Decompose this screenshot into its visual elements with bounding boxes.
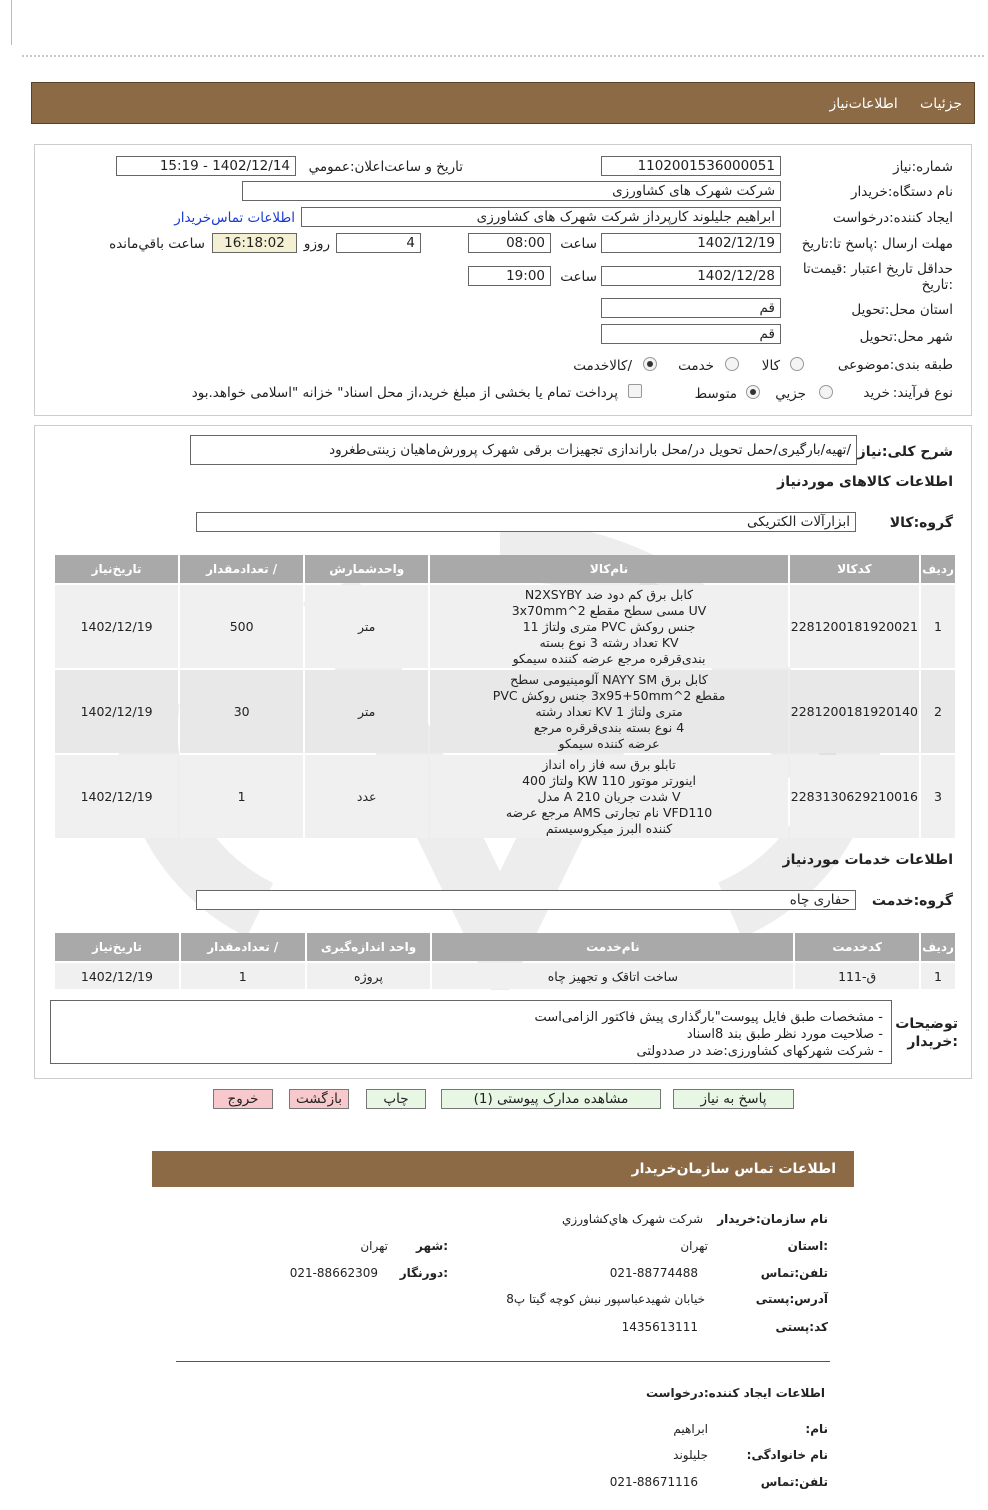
- service-unit: پروژه: [307, 963, 431, 989]
- left-edge-line: [11, 0, 12, 45]
- goods-col-row: ردیف: [921, 555, 955, 583]
- services-col-code: کدخدمت: [795, 933, 919, 961]
- contact-header-bar: [152, 1151, 854, 1187]
- goods-table: [53, 553, 957, 840]
- need-number-label: شماره:نیاز: [893, 159, 953, 175]
- creator-name-label: نام:: [805, 1422, 828, 1436]
- item-date: 1402/12/19: [55, 585, 178, 668]
- goods-col-unit: واحدشمارش: [305, 555, 428, 583]
- item-qty: 1: [180, 755, 303, 838]
- item-date: 1402/12/19: [55, 755, 178, 838]
- price-validity-label-2: :تاریخ: [921, 277, 953, 293]
- process-medium-label: متوسط: [694, 386, 737, 402]
- item-name: کابل برق NAYY SM آلومینیومی سطح مقطع 2^3x95+50mm جنس روکش PVC متری ولتاژ 1 KV تعداد رشته 4 نوع بسته بندی‌قرقره مرجع عرضه کننده سیمکو: [430, 670, 787, 753]
- contact-title: اطلاعات تماس سازمان‌خریدار: [631, 1161, 836, 1177]
- summary-label: شرح کلی:نیاز: [857, 444, 953, 460]
- creator-info-title: اطلاعات ایجاد کننده:درخواست: [645, 1386, 825, 1400]
- contact-postal-value: 1435613111: [621, 1320, 698, 1334]
- services-col-name: نام‌خدمت: [432, 933, 793, 961]
- buyer-contact-link[interactable]: اطلاعات تماس‌خریدار: [174, 210, 295, 226]
- service-code: ق-111: [795, 963, 919, 989]
- item-unit: متر: [305, 670, 428, 753]
- contact-city-value: تهران: [360, 1239, 388, 1253]
- contact-address-label: آدرس:پستی: [755, 1292, 828, 1306]
- goods-group-field: ابزارآلات الکتریکی: [196, 512, 856, 532]
- reply-time-label: ساعت: [560, 236, 597, 252]
- services-table: [53, 931, 957, 991]
- header-tabs: [829, 96, 962, 112]
- services-table-wrap: [53, 931, 957, 991]
- buyer-org-label: نام دستگاه:خريدار: [850, 184, 953, 200]
- contact-city-label: :شهر: [416, 1239, 448, 1253]
- process-medium-radio[interactable]: [746, 385, 760, 399]
- item-qty: 30: [180, 670, 303, 753]
- contact-org-value: شرکت شهرک هاي‌کشاورزي: [562, 1212, 703, 1226]
- creator-family-label: نام خانوادگی:: [746, 1448, 828, 1462]
- creator-field: ابراهیم جلیلوند کارپرداز شرکت شهرک های کشاورزی: [301, 207, 781, 227]
- contact-divider: [176, 1361, 830, 1362]
- contact-org-label: نام سازمان:خریدار: [717, 1212, 828, 1226]
- category-service-label: خدمت: [678, 358, 714, 374]
- services-col-unit: واحد اندازه‌گیری: [307, 933, 431, 961]
- print-button[interactable]: چاپ: [366, 1089, 426, 1109]
- days-field: 4: [336, 233, 421, 253]
- exit-button[interactable]: خروج: [213, 1089, 273, 1109]
- table-row: [55, 963, 955, 989]
- need-number-field: 1102001536000051: [601, 156, 781, 176]
- service-date: 1402/12/19: [55, 963, 179, 989]
- table-row: [55, 585, 955, 668]
- goods-col-date: تاریخ‌نیاز: [55, 555, 178, 583]
- city-field: قم: [601, 324, 781, 344]
- buyer-notes-box: [50, 1000, 892, 1064]
- reply-button[interactable]: پاسخ به نیاز: [673, 1089, 794, 1109]
- details-header-bar: [31, 82, 975, 124]
- table-row: [55, 670, 955, 753]
- category-both-label: /کالاخدمت: [573, 358, 632, 374]
- creator-phone-value: 021-88671116: [609, 1475, 698, 1489]
- item-code: 2281200181920140: [790, 670, 919, 753]
- contact-address-value: خیابان شهیدعباسپور نبش کوچه گیتا پ8: [506, 1292, 705, 1306]
- announce-field: 1402/12/14 - 15:19: [116, 156, 296, 176]
- tab-need-info[interactable]: اطلاعات‌نیاز: [829, 96, 898, 112]
- creator-phone-label: تلفن:تماس: [760, 1475, 828, 1489]
- buyer-note-line: - شرکت شهرکهای کشاورزی:ضد در صددولتی: [636, 1044, 883, 1059]
- item-code: 2283130629210016: [790, 755, 919, 838]
- price-time-label: ساعت: [560, 269, 597, 285]
- category-goods-label: کالا: [761, 358, 780, 374]
- price-validity-label: حداقل تاریخ اعتبار :قیمت‌تا: [802, 261, 953, 277]
- service-qty: 1: [181, 963, 305, 989]
- services-table-header: [55, 933, 955, 961]
- back-button[interactable]: بازگشت: [289, 1089, 349, 1109]
- reply-time-field: 08:00: [468, 233, 551, 253]
- announce-label: تاریخ و ساعت‌اعلان:عمومي: [308, 159, 463, 175]
- row-number: 2: [921, 670, 955, 753]
- remaining-time-field: 16:18:02: [212, 233, 297, 253]
- goods-section-title: اطلاعات کالاهای مورد‌نیاز: [777, 474, 953, 490]
- contact-fax-label: :دورنگار: [399, 1266, 448, 1280]
- process-partial-label: جزيي: [775, 386, 806, 402]
- item-code: 2281200181920021: [790, 585, 919, 668]
- tab-details[interactable]: جزئیات: [920, 96, 962, 112]
- item-name: کابل برق کم دود ضد N2XSYBY UV مسی سطح مقطع 2^3x70mm جنس روکش PVC متری ولتاژ 11 KV تعداد رشته 3 نوع بسته بندی‌قرقره مرجع عرضه کننده سیمکو: [430, 585, 787, 668]
- province-field: قم: [601, 298, 781, 318]
- treasury-payment-note: پرداخت تمام یا بخشی از مبلغ خرید،از محل اسناد" خزانه "اسلامی خواهد.بود: [191, 385, 618, 401]
- creator-label: ایجاد کننده:درخواست: [832, 210, 953, 226]
- services-col-qty: / تعدادمقدار: [181, 933, 305, 961]
- category-goods-radio[interactable]: [790, 357, 804, 371]
- item-qty: 500: [180, 585, 303, 668]
- price-date-field: 1402/12/28: [601, 266, 781, 286]
- category-label: طبقه بندی:موضوعی: [837, 357, 953, 373]
- treasury-payment-checkbox[interactable]: [628, 384, 642, 398]
- process-buy-label: خرید: [863, 385, 890, 401]
- process-partial-radio[interactable]: [819, 385, 833, 399]
- contact-province-label: :استان: [787, 1239, 828, 1253]
- goods-col-code: کدکالا: [790, 555, 919, 583]
- goods-group-label: گروه:کالا: [889, 515, 953, 531]
- item-unit: متر: [305, 585, 428, 668]
- reply-deadline-label: مهلت ارسال :پاسخ تا:تاریخ: [801, 236, 953, 252]
- view-attachments-button[interactable]: مشاهده مدارک پیوستی (1): [441, 1089, 661, 1109]
- summary-field: /تهیه/بارگیری/حمل تحویل در/محل باراندازی تجهیزات برقی شهرک پرورش‌ماهیان زینتی‌طغرود: [190, 435, 857, 465]
- creator-family-value: جلیلوند: [673, 1448, 708, 1462]
- process-type-label: نوع فرآیند:: [892, 385, 953, 401]
- service-name: ساخت اتاقک و تجهیز چاه: [432, 963, 793, 989]
- reply-date-field: 1402/12/19: [601, 233, 781, 253]
- contact-phone-label: تلفن:تماس: [760, 1266, 828, 1280]
- category-both-radio[interactable]: [643, 357, 657, 371]
- goods-col-name: نام‌کالا: [430, 555, 787, 583]
- row-number: 1: [921, 585, 955, 668]
- services-group-field: حفاری چاه: [196, 890, 856, 910]
- contact-province-value: تهران: [680, 1239, 708, 1253]
- services-col-row: ردیف: [921, 933, 955, 961]
- services-group-label: گروه:خدمت: [871, 893, 953, 909]
- price-time-field: 19:00: [468, 266, 551, 286]
- goods-table-header: [55, 555, 955, 583]
- item-unit: عدد: [305, 755, 428, 838]
- contact-phone-value: 021-88774488: [609, 1266, 698, 1280]
- services-col-date: تاریخ‌نیاز: [55, 933, 179, 961]
- top-divider: [22, 55, 984, 57]
- contact-fax-value: 021-88662309: [289, 1266, 378, 1280]
- buyer-notes-label-2: :خریدار: [907, 1034, 958, 1050]
- services-section-title: اطلاعات خدمات مورد‌نیاز: [782, 852, 953, 868]
- table-row: [55, 755, 955, 838]
- city-label: شهر محل:تحویل: [859, 329, 953, 345]
- item-name: تابلو برق سه فاز راه انداز اینورتر موتور 110 KW ولتاژ 400 V شدت جریان 210 A مدل VFD110 نام تجارتی AMS مرجع عرضه کننده البرز میکروسیستم: [430, 755, 787, 838]
- contact-postal-label: کد:پستی: [775, 1320, 828, 1334]
- province-label: استان محل:تحویل: [851, 302, 953, 318]
- creator-name-value: ابراهیم: [673, 1422, 708, 1436]
- days-label: روزو: [303, 236, 330, 252]
- buyer-note-line: - صلاحیت مورد نظر طبق بند 8اسناد: [686, 1027, 883, 1042]
- row-number: 3: [921, 755, 955, 838]
- goods-col-qty: / تعدادمقدار: [180, 555, 303, 583]
- buyer-org-field: شرکت شهرک های کشاورزی: [242, 181, 781, 201]
- remaining-label: ساعت باقي‌مانده: [109, 236, 205, 252]
- category-service-radio[interactable]: [725, 357, 739, 371]
- goods-table-wrap: [53, 553, 957, 840]
- buyer-notes-label: توضیحات: [895, 1016, 958, 1032]
- buyer-note-line: - مشخصات طبق فایل پیوست"بارگذاری پیش فاکتور الزامی‌است: [534, 1010, 883, 1025]
- row-number: 1: [921, 963, 955, 989]
- item-date: 1402/12/19: [55, 670, 178, 753]
